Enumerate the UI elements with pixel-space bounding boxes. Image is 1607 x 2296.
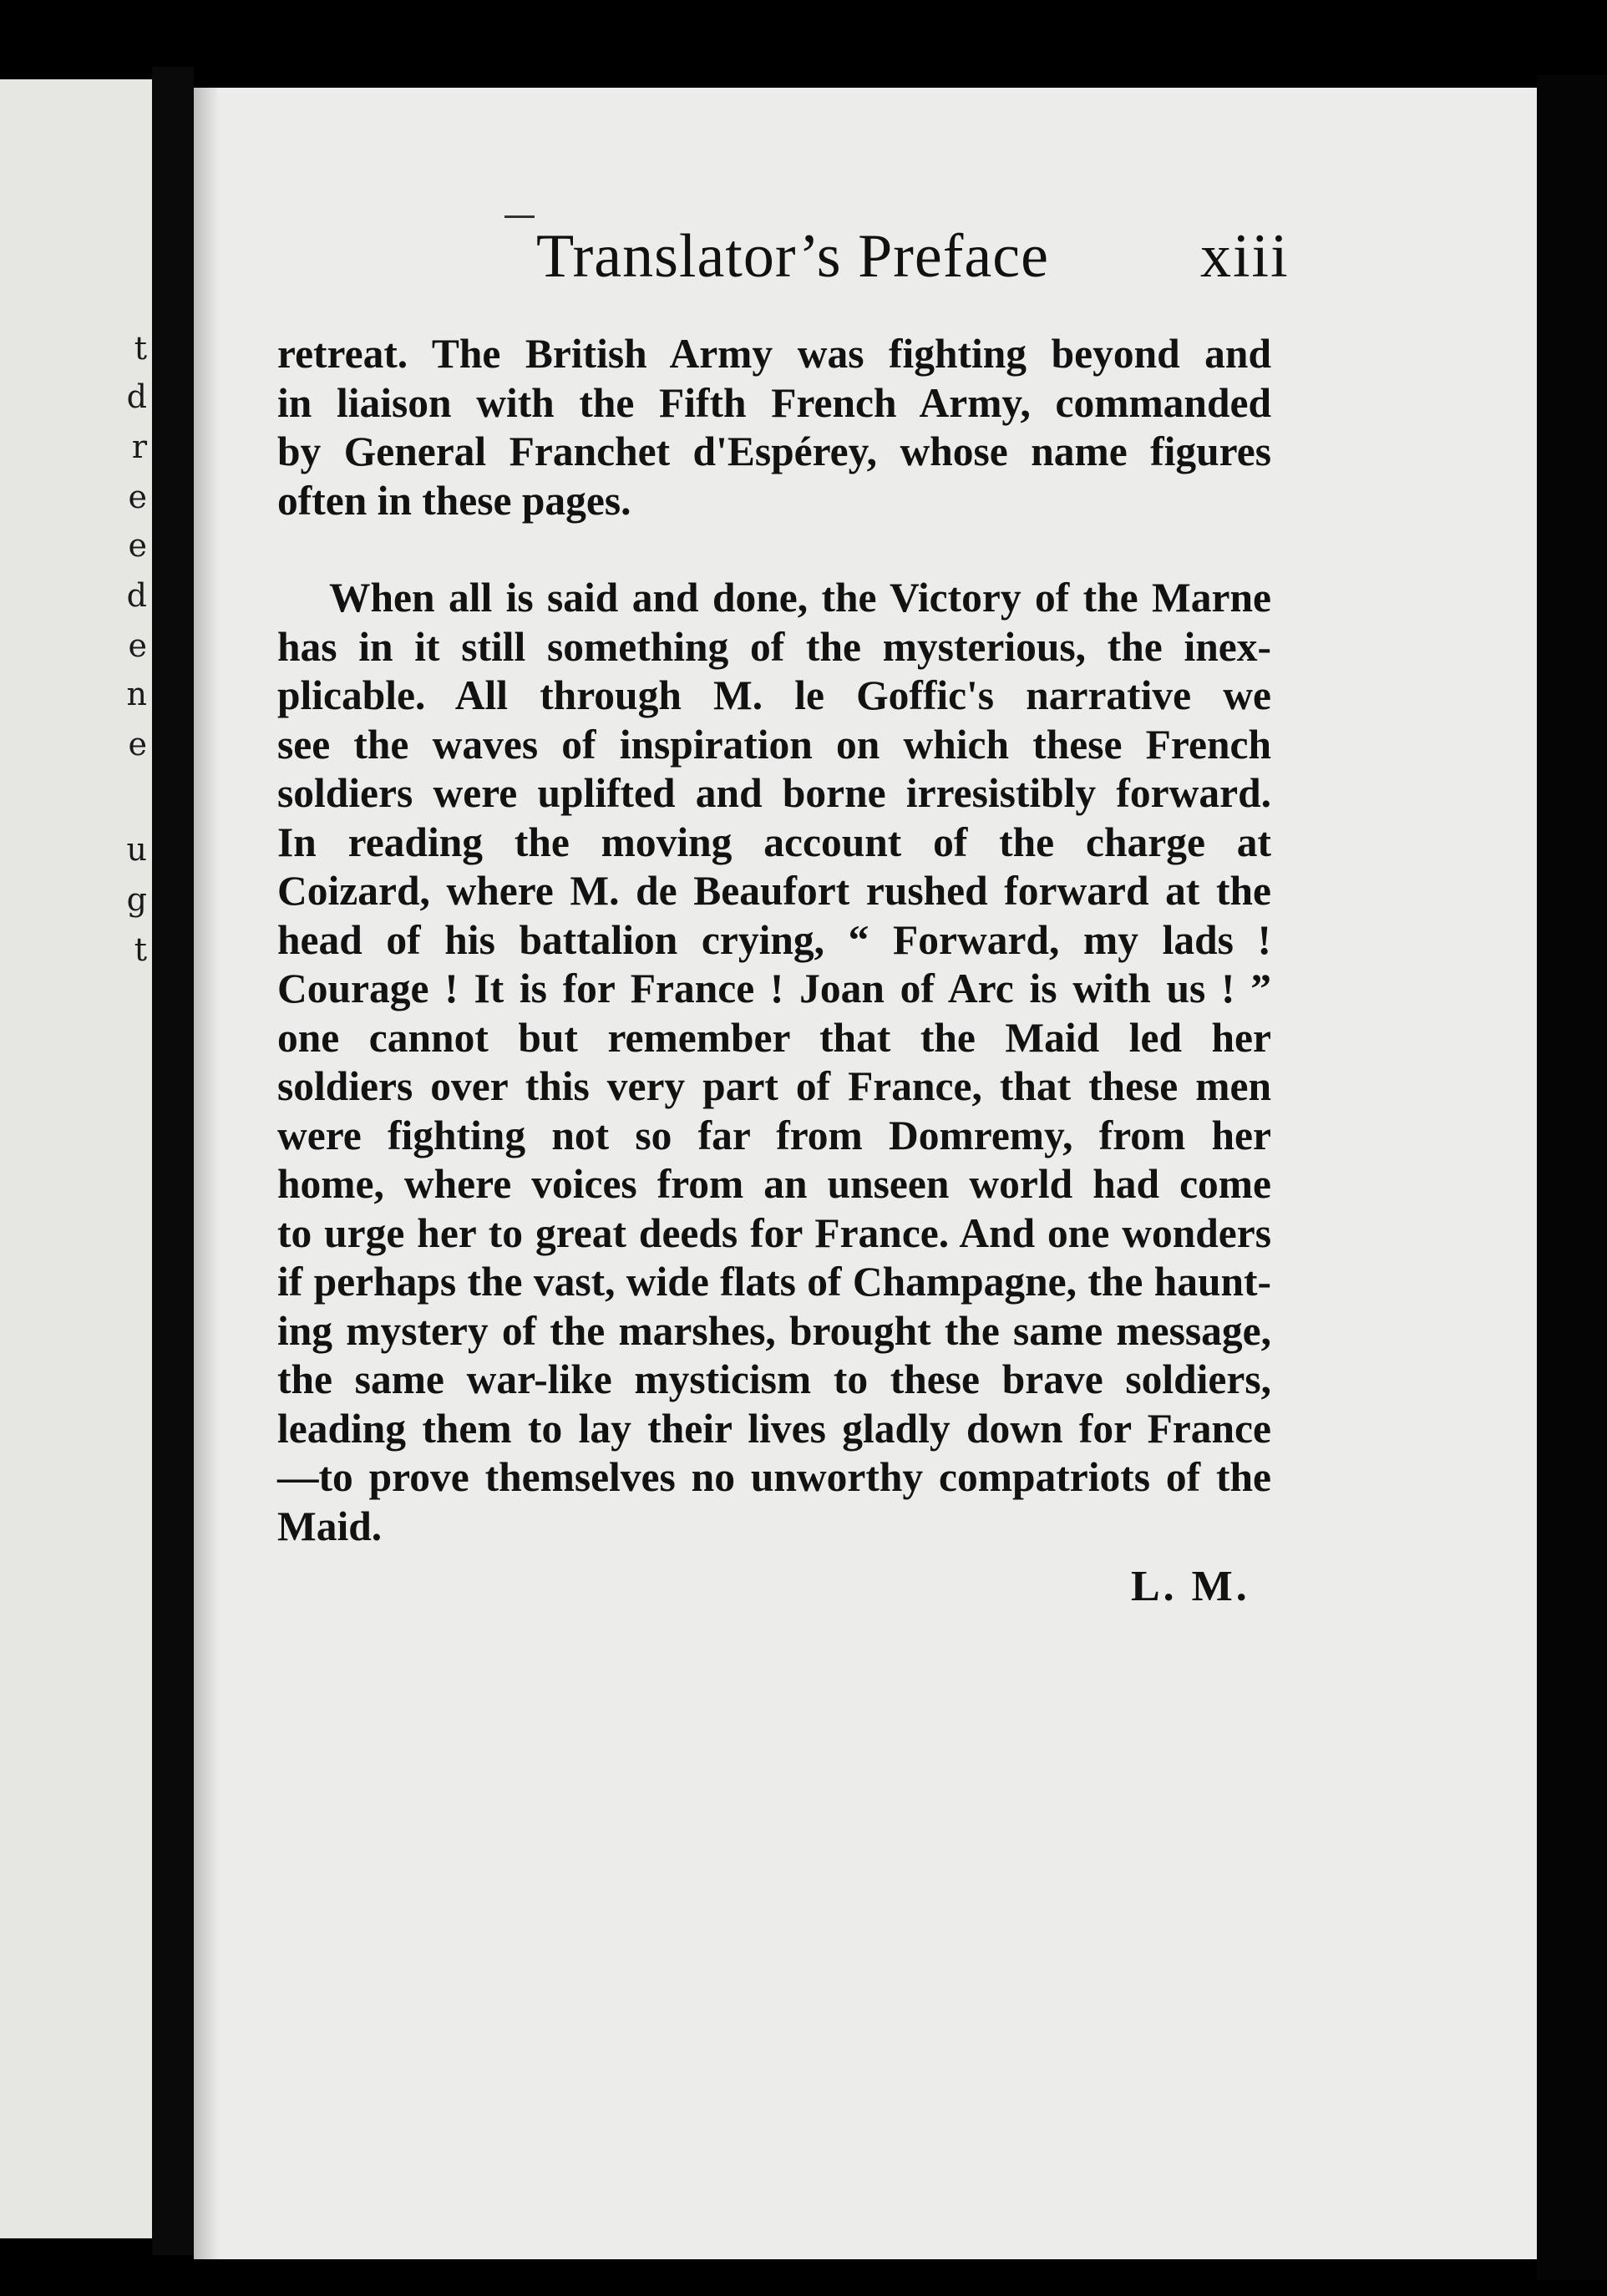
text-line: soldiers were uplifted and borne irresistibly forward. (277, 770, 1271, 816)
text-line: in liaison with the Fifth French Army, commanded (277, 379, 1271, 426)
signature-initials: L. M. (1131, 1563, 1250, 1610)
header-mark (504, 215, 535, 218)
text-line: home, where voices from an unseen world had come (277, 1161, 1271, 1207)
neighbor-letter: e (128, 479, 147, 515)
text-line: to urge her to great deeds for France. And one wonders (277, 1209, 1271, 1256)
text-line: Courage ! It is for France ! Joan of Arc is with us ! ” (277, 966, 1271, 1011)
neighbor-letter: t (134, 931, 147, 968)
neighbor-letter: e (128, 527, 147, 564)
text-line: see the waves of inspiration on which these French (277, 721, 1271, 768)
neighbor-letter: t (134, 330, 147, 367)
text-line: In reading the moving account of the charge at (277, 819, 1271, 865)
neighbor-letter: d (126, 378, 147, 415)
text-line: —to prove themselves no unworthy compatriots of the (277, 1454, 1271, 1500)
text-line: When all is said and done, the Victory of the Marne (329, 575, 1271, 621)
running-head-title: Translator’s Preface (536, 222, 1049, 291)
body-text (277, 330, 1271, 1551)
text-line: Maid. (277, 1503, 383, 1549)
scan-border-right (1537, 75, 1607, 2280)
neighbor-letter: d (126, 577, 147, 614)
neighbor-letter: e (128, 627, 147, 664)
book-gutter (152, 67, 194, 2255)
text-line: the same war-like mysticism to these brave soldiers, (277, 1356, 1271, 1402)
text-line: Coizard, where M. de Beaufort rushed forward at the (277, 868, 1271, 914)
paragraph-1 (277, 330, 1271, 525)
text-line: has in it still something of the mysterious, the inex- (277, 623, 1271, 670)
text-line: head of his battalion crying, “ Forward, my lads ! (277, 916, 1271, 963)
text-line: often in these pages. (277, 477, 631, 524)
paragraph-gap (277, 525, 1271, 574)
page-binding-shadow (194, 88, 219, 2259)
neighbor-letter: e (128, 726, 147, 763)
text-line: retreat. The British Army was fighting beyond and (277, 331, 1271, 377)
text-line: ing mystery of the marshes, brought the same message, (277, 1307, 1271, 1354)
neighbor-letter: n (126, 676, 147, 712)
book-page (194, 88, 1537, 2259)
running-head (194, 221, 1537, 297)
neighbor-page-edge (0, 79, 152, 2238)
text-line: one cannot but remember that the Maid led her (277, 1014, 1271, 1061)
text-line: leading them to lay their lives gladly down for France (277, 1405, 1271, 1452)
paragraph-2 (277, 574, 1271, 1551)
text-line: if perhaps the vast, wide flats of Champagne, the haunt- (277, 1259, 1271, 1305)
neighbor-letter: g (126, 881, 147, 918)
page-number: xiii (1200, 222, 1290, 291)
neighbor-letter: r (131, 428, 147, 465)
text-line: plicable. All through M. le Goffic's narrative we (277, 672, 1271, 718)
text-line: by General Franchet d'Espérey, whose name figures (277, 428, 1271, 474)
neighbor-letter: u (126, 831, 147, 868)
text-line: were fighting not so far from Domremy, from her (277, 1112, 1271, 1158)
text-line: soldiers over this very part of France, that these men (277, 1063, 1271, 1109)
